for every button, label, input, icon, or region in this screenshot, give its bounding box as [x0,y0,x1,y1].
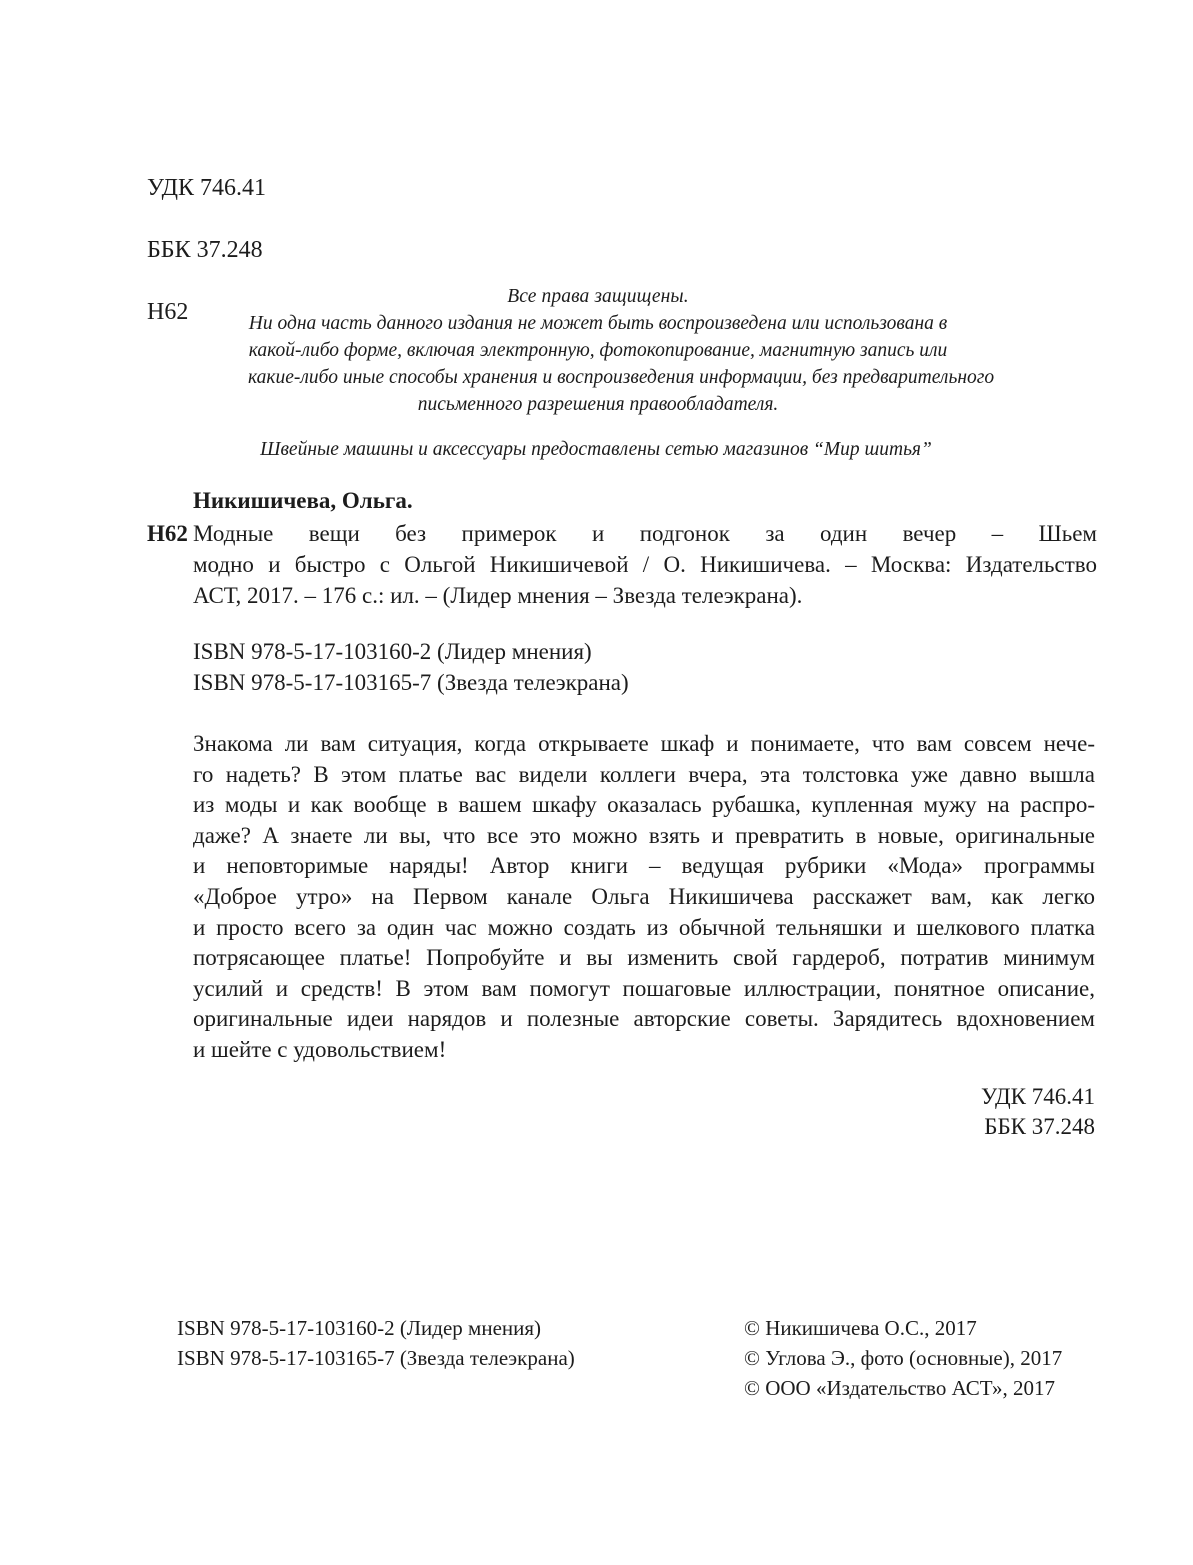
annotation-line-1: Знакома ли вам ситуация, когда открываете шкаф и понимаете, что вам совсем нече- [193,731,1095,756]
annotation-line-6: «Доброе утро» на Первом канале Ольга Никишичева расскажет вам, как легко [193,883,1095,909]
annotation-paragraph [193,729,1095,1066]
footer-isbn-line-1: ISBN 978-5-17-103160-2 (Лидер мнения) [177,1316,542,1340]
annotation-line-3: из моды и как вообще в вашем шкафу оказалась рубашка, купленная мужу на распро- [193,792,1095,818]
author-sign-code: Н62 [147,299,189,325]
annotation-line-2: го надеть? В этом платье вас видели коллеги вчера, эта толстовка уже давно вышла [193,761,1095,787]
rights-notice-line-5: письменного разрешения правообладателя. [417,394,779,415]
annotation-line-7: и просто всего за один час можно создать из обычной тельняшки и шелкового платка [193,914,1095,940]
bibliographic-entry-line-1: Модные вещи без примерок и подгонок за один вечер – Шьем [193,521,1097,546]
udk-code-top: УДК 746.41 [147,175,266,201]
rights-notice-line-3: какой-либо форме, включая электронную, фотокопирование, магнитную запись или [248,340,948,361]
footer-copyright-block [744,1313,1062,1403]
bibliographic-record [147,485,1097,611]
annotation-line-5: и неповторимые наряды! Автор книги – ведущая рубрики «Мода» программы [193,853,1095,879]
bibliographic-entry [147,518,1097,611]
footer-isbn-line-2: ISBN 978-5-17-103165-7 (Звезда телеэкрана) [177,1346,575,1370]
annotation-line-11: и шейте с удовольствием! [193,1036,447,1062]
classification-codes-bottom [795,1082,1095,1142]
rights-notice [248,283,995,418]
bibliographic-entry-line-3: АСТ, 2017. – 176 с.: ил. – (Лидер мнения – Звезда телеэкрана). [193,583,803,608]
copyright-line-photo: © Углова Э., фото (основные), 2017 [744,1346,1063,1370]
rights-notice-line-1: Все права защищены. [507,286,689,307]
copyright-line-author: © Никишичева О.С., 2017 [744,1316,977,1340]
bibliographic-author-heading: Никишичева, Ольга. [193,488,413,513]
annotation-line-4: даже? А знаете ли вы, что все это можно взять и превратить в новые, оригинальные [193,822,1095,848]
rights-notice-line-2: Ни одна часть данного издания не может быть воспроизведена или использована в [248,313,948,334]
isbn-block [193,636,629,698]
copyright-line-publisher: © ООО «Издательство АСТ», 2017 [744,1376,1055,1400]
isbn-line-2: ISBN 978-5-17-103165-7 (Звезда телеэкрана) [193,670,629,695]
udk-code-bottom: УДК 746.41 [981,1084,1095,1109]
sponsor-credit: Швейные машины и аксессуары предоставлены сетью магазинов “Мир шитья” [260,439,932,460]
bbk-code-bottom: ББК 37.248 [984,1114,1095,1139]
bbk-code-top: ББК 37.248 [147,237,263,263]
annotation-line-8: потрясающее платье! Попробуйте и вы изменить свой гардероб, потратив минимум [193,945,1095,971]
annotation-line-9: усилий и средств! В этом вам помогут пошаговые иллюстрации, понятное описание, [193,975,1095,1001]
rights-notice-line-4: какие-либо иные способы хранения и воспроизведения информации, без предварительного [248,367,995,388]
bibliographic-entry-line-2: модно и быстро с Ольгой Никишичевой / О. Никишичева. – Москва: Издательство [193,552,1097,577]
isbn-line-1: ISBN 978-5-17-103160-2 (Лидер мнения) [193,639,592,664]
annotation-line-10: оригинальные идеи нарядов и полезные авторские советы. Зарядитесь вдохновением [193,1006,1095,1032]
footer-isbn-block [177,1313,575,1373]
bibliographic-shelf-code: Н62 [147,521,188,546]
